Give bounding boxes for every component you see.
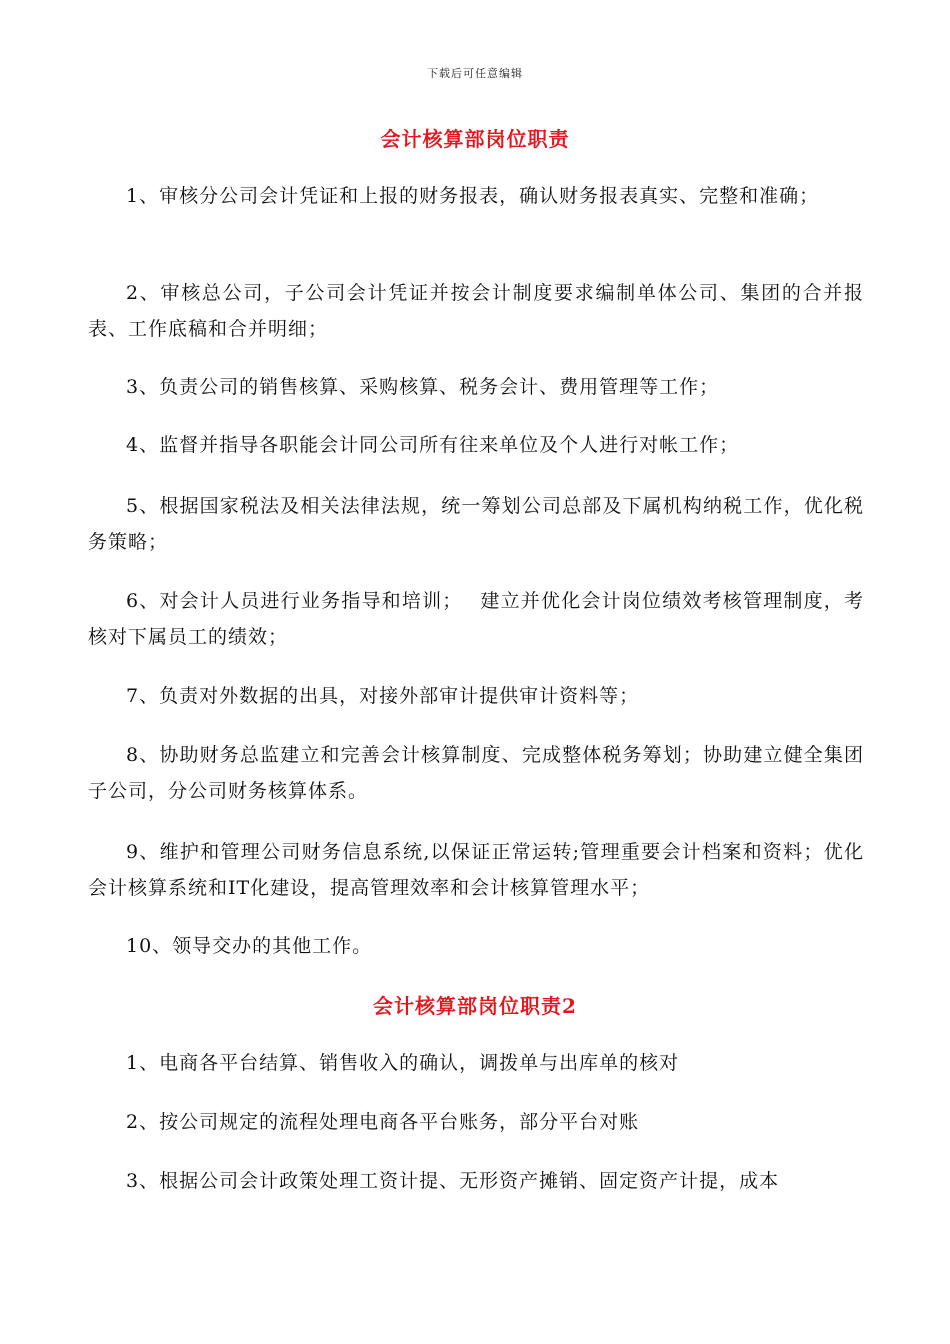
section-1-item-7: 7、负责对外数据的出具，对接外部审计提供审计资料等； bbox=[126, 685, 640, 707]
section-1-item-4: 4、监督并指导各职能会计同公司所有往来单位及个人进行对帐工作； bbox=[126, 434, 740, 456]
section-2-item-2: 2、按公司规定的流程处理电商各平台账务，部分平台对账 bbox=[126, 1111, 640, 1133]
section-1-title: 会计核算部岗位职责 bbox=[380, 127, 570, 151]
header-note: 下载后可任意编辑 bbox=[427, 67, 523, 80]
section-1-item-8: 8、协助财务总监建立和完善会计核算制度、完成整体税务筹划；协助建立健全集团子公司，分公司财务核算体系。 bbox=[88, 744, 864, 802]
section-1-item-9: 9、维护和管理公司财务信息系统,以保证正常运转;管理重要会计档案和资料；优化会计核算系统和IT化建设，提高管理效率和会计核算管理水平； bbox=[88, 841, 864, 899]
section-2-item-1: 1、电商各平台结算、销售收入的确认，调拨单与出库单的核对 bbox=[126, 1052, 680, 1074]
section-2-item-3: 3、根据公司会计政策处理工资计提、无形资产摊销、固定资产计提，成本 bbox=[126, 1170, 780, 1192]
section-1-item-2: 2、审核总公司，子公司会计凭证并按会计制度要求编制单体公司、集团的合并报表、工作底稿和合并明细； bbox=[88, 282, 864, 340]
section-1-item-5: 5、根据国家税法及相关法律法规，统一筹划公司总部及下属机构纳税工作，优化税务策略； bbox=[88, 495, 864, 553]
section-2-title: 会计核算部岗位职责2 bbox=[373, 994, 577, 1018]
section-1-item-6: 6、对会计人员进行业务指导和培训； 建立并优化会计岗位绩效考核管理制度，考核对下属员工的绩效； bbox=[88, 590, 864, 648]
section-1-item-3: 3、负责公司的销售核算、采购核算、税务会计、费用管理等工作； bbox=[126, 376, 720, 398]
section-1-item-1: 1、审核分公司会计凭证和上报的财务报表，确认财务报表真实、完整和准确； bbox=[126, 185, 820, 207]
section-1-item-10: 10、领导交办的其他工作。 bbox=[126, 935, 373, 957]
